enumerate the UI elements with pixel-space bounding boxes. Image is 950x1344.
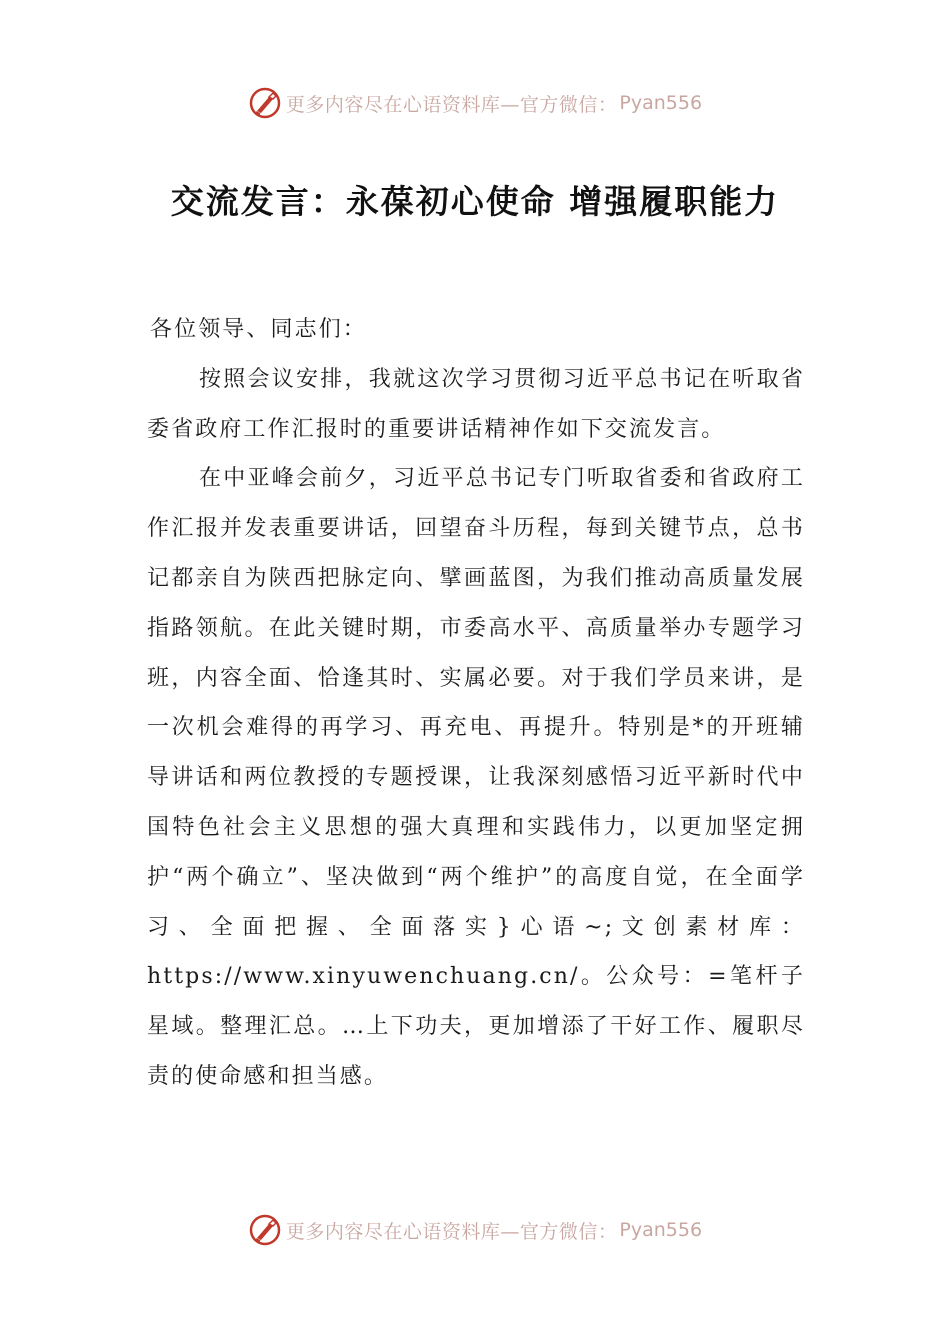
pen-nib-circle-icon xyxy=(248,1213,282,1247)
banner-text: 更多内容尽在心语资料库—官方微信： xyxy=(285,1220,618,1243)
header-banner xyxy=(0,83,950,123)
banner-text: 更多内容尽在心语资料库—官方微信： xyxy=(285,93,618,116)
paragraph-2: 在中亚峰会前夕，习近平总书记专门听取省委和省政府工作汇报并发表重要讲话，回望奋斗历程，每到关键节点，总书记都亲自为陕西把脉定向、擘画蓝图，为我们推动高质量发展指路领航。在此关键时期，市委高水平、高质量举办专题学习班，内容全面、恰逢其时、实属必要。对于我们学员来讲，是一次机会难得的再学习、再充电、再提升。特别是*的开班辅导讲话和两位教授的专题授课，让我深刻感悟习近平新时代中国特色社会主义思想的强大真理和实践伟力，以更加坚定拥护“两个确立”、坚决做到“两个维护”的高度自觉，在全面学习、全面把握、全面落实}心语~;文创素材库：https://www.xinyuwenchuang.cn/。公众号：=笔杆子星域。整理汇总。…上下功夫，更加增添了干好工作、履职尽责的使命感和担当感。 xyxy=(147,466,805,1089)
document-title: 交流发言：永葆初心使命 增强履职能力 xyxy=(170,182,780,221)
paragraph-1: 按照会议安排，我就这次学习贯彻习近平总书记在听取省委省政府工作汇报时的重要讲话精神作如下交流发言。 xyxy=(147,366,805,442)
document-body xyxy=(147,305,805,1102)
footer-banner xyxy=(0,1210,950,1250)
greeting: 各位领导、同志们： xyxy=(150,317,367,342)
banner-wechat-id: Pyan556 xyxy=(619,1219,703,1241)
pen-nib-circle-icon xyxy=(248,86,282,120)
banner-wechat-id: Pyan556 xyxy=(619,92,703,114)
